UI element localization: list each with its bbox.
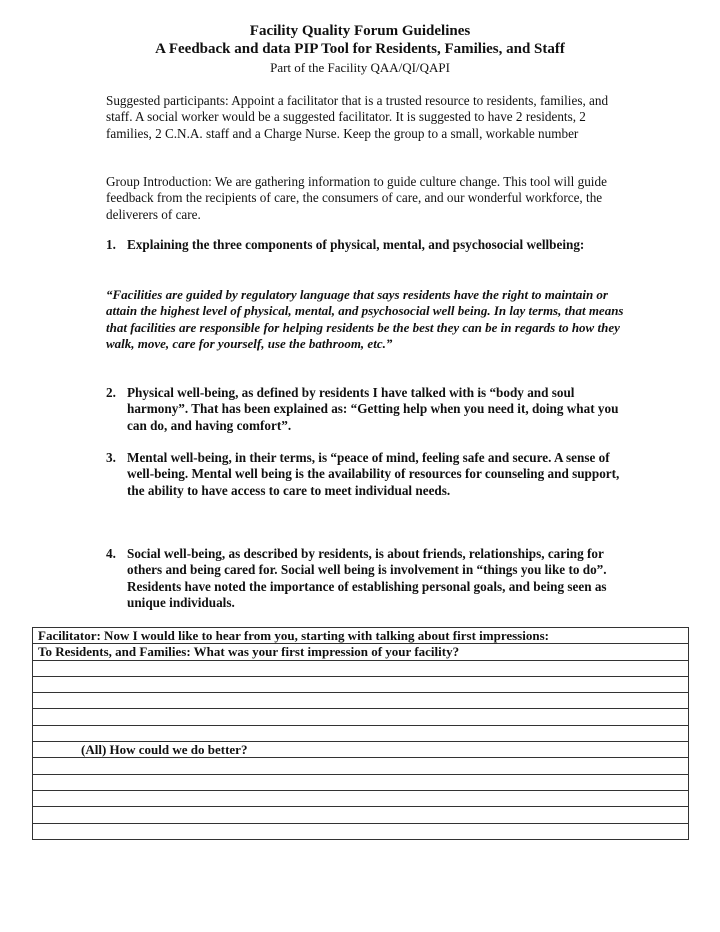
answer-line[interactable]	[33, 660, 689, 676]
list-item	[106, 385, 626, 434]
list-item-number: 1.	[106, 237, 116, 252]
list-item-text: Explaining the three components of physical, mental, and psychosocial wellbeing:	[127, 237, 585, 252]
participants-paragraph: Suggested participants: Appoint a facilitator that is a trusted resource to residents, families, and staff. A social worker would be a suggested facilitator. It is suggested to have 2 residents, 2 families, 2 C.N.A. staff and a Charge Nurse. Keep the group to a small, workable number	[106, 93, 609, 141]
feedback-table	[32, 627, 689, 840]
answer-line[interactable]	[33, 709, 689, 725]
group-intro-paragraph: Group Introduction: We are gathering information to guide culture change. This tool will guide feedback from the recipients of care, the consumers of care, and our wonderful workforce, the deliverers of care.	[106, 174, 607, 222]
list-item	[106, 237, 626, 253]
list-item	[106, 450, 626, 499]
table-row	[33, 644, 689, 660]
table-row	[33, 742, 689, 758]
answer-line[interactable]	[33, 725, 689, 741]
list-item-text: Social well-being, as described by residents, is about friends, relationships, caring for others and being cared for. Social well being is involvement in “things you like to do”. Residents have noted the importance of establishing personal goals, and being seen as unique individuals.	[127, 546, 607, 611]
table-row	[33, 807, 689, 823]
list-item-number: 4.	[106, 546, 116, 561]
table-row	[33, 790, 689, 806]
list-item-text: Physical well-being, as defined by residents I have talked with is “body and soul harmony”. That has been explained as: “Getting help when you need it, doing what you can do, and having comfort”.	[127, 385, 619, 433]
facilitator-prompt-cell: Facilitator: Now I would like to hear from you, starting with talking about first impressions:	[33, 628, 689, 644]
table-row	[33, 676, 689, 692]
first-impression-question-cell: To Residents, and Families: What was your first impression of your facility?	[33, 644, 689, 660]
document-title: Facility Quality Forum Guidelines	[249, 23, 471, 39]
list-item-number: 2.	[106, 385, 116, 400]
answer-line[interactable]	[33, 676, 689, 692]
answer-line[interactable]	[33, 790, 689, 806]
table-row	[33, 693, 689, 709]
table-row	[33, 709, 689, 725]
answer-line[interactable]	[33, 823, 689, 839]
regulatory-quote: “Facilities are guided by regulatory language that says residents have the right to maintain or attain the highest level of physical, mental, and psychosocial well being. In lay terms, that means that facilities are responsible for helping residents be the best they can be in regards to how they walk, move, care for yourself, use the bathroom, etc.”	[106, 287, 624, 352]
table-row	[33, 774, 689, 790]
table-row	[33, 628, 689, 644]
do-better-question-cell: (All) How could we do better?	[33, 742, 689, 758]
list-item-number: 3.	[106, 450, 116, 465]
answer-line[interactable]	[33, 774, 689, 790]
list-item-text: Mental well-being, in their terms, is “peace of mind, feeling safe and secure. A sense of well-being. Mental well being is the availability of resources for counseling and support, the ability to have access to care to meet individual needs.	[127, 450, 620, 498]
table-row	[33, 725, 689, 741]
answer-line[interactable]	[33, 807, 689, 823]
document-subtitle: Part of the Facility QAA/QI/QAPI	[270, 60, 450, 75]
document-subtitle-bold: A Feedback and data PIP Tool for Residents, Families, and Staff	[155, 41, 565, 57]
table-row	[33, 660, 689, 676]
table-row	[33, 823, 689, 839]
answer-line[interactable]	[33, 758, 689, 774]
answer-line[interactable]	[33, 693, 689, 709]
list-item	[106, 546, 626, 612]
table-row	[33, 758, 689, 774]
